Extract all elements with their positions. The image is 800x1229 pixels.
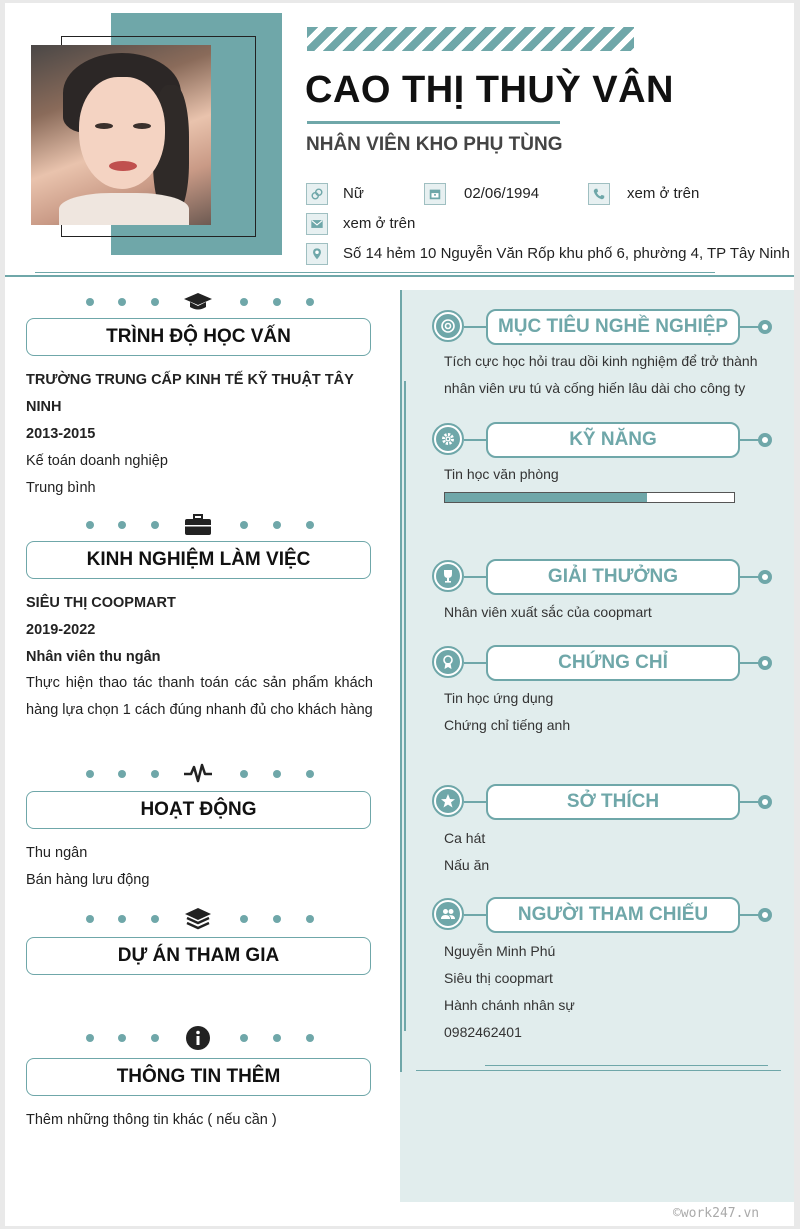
skills-section-header [432, 422, 772, 458]
activity-item: Thu ngân [26, 845, 88, 861]
info-icon [183, 1024, 213, 1052]
hobby-item: Nấu ăn [444, 857, 490, 873]
experience-position: Nhân viên thu ngân [26, 649, 161, 665]
watermark: ©work247.vn [673, 1206, 760, 1221]
location-icon [306, 243, 328, 265]
skill-level-fill [445, 493, 647, 502]
header-stripes [307, 27, 634, 51]
header-divider-thin [35, 272, 715, 273]
skills-heading: KỸ NĂNG [486, 422, 740, 458]
avatar [31, 45, 211, 225]
projects-heading: DỰ ÁN THAM GIA [26, 937, 371, 975]
trophy-icon [436, 564, 460, 588]
name-underline [307, 121, 560, 124]
extra-text: Thêm những thông tin khác ( nếu cần ) [26, 1112, 277, 1128]
phone-value: xem ở trên [627, 185, 700, 202]
candidate-name: CAO THỊ THUỲ VÂN [305, 69, 674, 111]
objective-text: Tích cực học hỏi trau dồi kinh nghiệm để trở thành nhân viên ưu tú và cống hiến lâu dài cho công ty [444, 353, 758, 396]
references-heading: NGƯỜI THAM CHIẾU [486, 897, 740, 933]
section-divider [56, 1024, 316, 1054]
birthday-value: 02/06/1994 [464, 185, 540, 202]
job-title: NHÂN VIÊN KHO PHỤ TÙNG [306, 134, 563, 155]
pulse-icon [183, 760, 213, 788]
section-divider [56, 760, 316, 790]
certificate-item: Tin học ứng dụng [444, 690, 554, 706]
reference-item: Nguyễn Minh Phú [444, 943, 556, 959]
phone-icon [588, 183, 610, 205]
awards-section-header [432, 559, 772, 595]
hobbies-section-header [432, 784, 772, 820]
certificates-section-header [432, 645, 772, 681]
experience-years: 2019-2022 [26, 622, 96, 638]
users-icon [436, 902, 460, 926]
education-major: Kế toán doanh nghiệp [26, 453, 168, 469]
skill-name: Tin học văn phòng [444, 466, 559, 482]
cv-page [5, 3, 794, 1226]
education-school: TRƯỜNG TRUNG CẤP KINH TẾ KỸ THUẬT TÂY [26, 372, 354, 388]
reference-item: 0982462401 [444, 1024, 522, 1040]
layers-icon [183, 905, 213, 933]
certificate-item: Chứng chỉ tiếng anh [444, 717, 571, 733]
objective-section-header [432, 309, 772, 345]
education-heading: TRÌNH ĐỘ HỌC VẤN [26, 318, 371, 356]
target-icon [436, 314, 460, 338]
panel-divider [400, 290, 402, 1072]
header-divider [5, 275, 794, 277]
briefcase-icon [183, 511, 213, 539]
education-years: 2013-2015 [26, 426, 96, 442]
star-icon [436, 789, 460, 813]
timeline-line [404, 381, 406, 1031]
badge-icon [436, 650, 460, 674]
skill-level-bar [444, 492, 735, 503]
award-item: Nhân viên xuất sắc của coopmart [444, 604, 652, 620]
activities-heading: HOẠT ĐỘNG [26, 791, 371, 829]
calendar-icon [424, 183, 446, 205]
email-icon [306, 213, 328, 235]
objective-heading: MỤC TIÊU NGHỀ NGHIỆP [486, 309, 740, 345]
education-grade: Trung bình [26, 480, 96, 496]
awards-heading: GIẢI THƯỞNG [486, 559, 740, 595]
extra-heading: THÔNG TIN THÊM [26, 1058, 371, 1096]
hobby-item: Ca hát [444, 830, 486, 846]
address-value: Số 14 hẻm 10 Nguyễn Văn Rốp khu phố 6, phường 4, TP Tây Ninh [343, 245, 790, 262]
section-divider [56, 288, 316, 318]
panel-bottom-rule-short [485, 1065, 768, 1066]
experience-company: SIÊU THỊ COOPMART [26, 595, 176, 611]
activity-item: Bán hàng lưu động [26, 872, 150, 888]
gender-icon [306, 183, 328, 205]
certificates-heading: CHỨNG CHỈ [486, 645, 740, 681]
graduation-cap-icon [183, 288, 213, 316]
section-divider [56, 511, 316, 541]
section-divider [56, 905, 316, 935]
panel-bottom-rule [416, 1070, 781, 1071]
references-section-header [432, 897, 772, 933]
experience-description: Thực hiện thao tác thanh toán các sản phẩm khách hàng lựa chọn 1 cách đúng nhanh đủ cho khách hàng [26, 675, 373, 718]
email-value: xem ở trên [343, 215, 416, 232]
education-school-cont: NINH [26, 399, 62, 415]
gender-value: Nữ [343, 185, 364, 202]
gear-icon [436, 427, 460, 451]
hobbies-heading: SỞ THÍCH [486, 784, 740, 820]
reference-item: Hành chánh nhân sự [444, 997, 575, 1013]
experience-heading: KINH NGHIỆM LÀM VIỆC [26, 541, 371, 579]
reference-item: Siêu thị coopmart [444, 970, 553, 986]
